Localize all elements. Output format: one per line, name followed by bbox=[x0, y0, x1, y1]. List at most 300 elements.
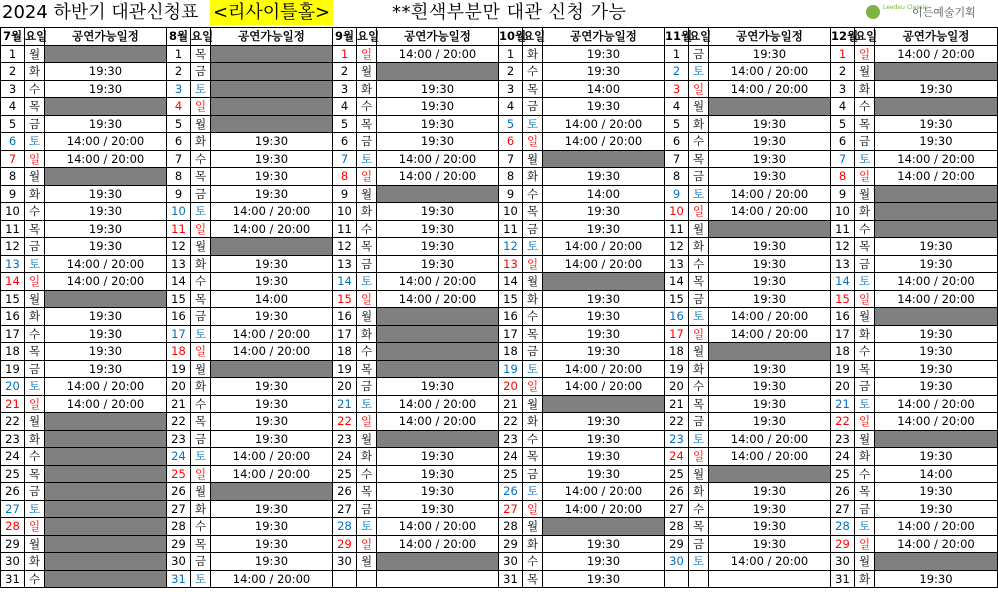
date-cell: 1 bbox=[333, 45, 357, 63]
date-cell: 17 bbox=[831, 325, 855, 343]
weekday-cell: 토 bbox=[191, 203, 211, 221]
date-cell: 27 bbox=[1, 500, 25, 518]
date-cell: 5 bbox=[1, 115, 25, 133]
date-cell: 9 bbox=[499, 185, 523, 203]
weekday-cell: 금 bbox=[523, 220, 543, 238]
date-cell: 20 bbox=[333, 378, 357, 396]
weekday-cell: 수 bbox=[191, 273, 211, 291]
schedule-cell: 14:00 / 20:00 bbox=[543, 500, 665, 518]
weekday-cell: 화 bbox=[855, 325, 875, 343]
weekday-cell: 월 bbox=[855, 553, 875, 571]
weekday-cell: 일 bbox=[855, 168, 875, 186]
schedule-cell bbox=[211, 115, 333, 133]
date-cell: 31 bbox=[1, 570, 25, 588]
schedule-cell: 14:00 / 20:00 bbox=[709, 308, 831, 326]
schedule-cell bbox=[45, 570, 167, 588]
date-cell: 22 bbox=[665, 413, 689, 431]
weekday-cell: 월 bbox=[191, 115, 211, 133]
date-cell: 16 bbox=[665, 308, 689, 326]
date-cell: 9 bbox=[333, 185, 357, 203]
weekday-cell: 월 bbox=[523, 395, 543, 413]
schedule-cell: 19:30 bbox=[875, 448, 998, 466]
weekday-cell: 목 bbox=[523, 80, 543, 98]
weekday-cell: 수 bbox=[523, 308, 543, 326]
schedule-cell bbox=[45, 518, 167, 536]
date-cell: 20 bbox=[1, 378, 25, 396]
schedule-cell bbox=[45, 168, 167, 186]
schedule-cell bbox=[709, 343, 831, 361]
date-cell: 17 bbox=[167, 325, 191, 343]
weekday-cell: 금 bbox=[357, 133, 377, 151]
weekday-cell: 목 bbox=[523, 203, 543, 221]
table-row bbox=[1, 413, 998, 431]
weekday-cell: 화 bbox=[689, 115, 709, 133]
weekday-cell: 토 bbox=[855, 273, 875, 291]
date-cell: 5 bbox=[167, 115, 191, 133]
weekday-cell: 수 bbox=[689, 378, 709, 396]
weekday-cell: 수 bbox=[25, 203, 45, 221]
date-cell: 12 bbox=[167, 238, 191, 256]
weekday-cell: 금 bbox=[855, 133, 875, 151]
schedule-cell bbox=[211, 483, 333, 501]
table-row bbox=[1, 325, 998, 343]
schedule-cell: 14:00 / 20:00 bbox=[45, 150, 167, 168]
schedule-cell: 19:30 bbox=[709, 360, 831, 378]
weekday-cell: 금 bbox=[689, 168, 709, 186]
schedule-cell: 14:00 / 20:00 bbox=[211, 448, 333, 466]
weekday-cell: 일 bbox=[523, 133, 543, 151]
schedule-cell: 19:30 bbox=[543, 430, 665, 448]
date-cell: 4 bbox=[499, 98, 523, 116]
schedule-cell: 19:30 bbox=[377, 483, 499, 501]
weekday-cell: 금 bbox=[523, 98, 543, 116]
month-label: 11월 bbox=[665, 29, 693, 44]
schedule-cell bbox=[45, 535, 167, 553]
table-row bbox=[1, 115, 998, 133]
schedule-cell: 14:00 / 20:00 bbox=[211, 203, 333, 221]
weekday-cell: 수 bbox=[689, 133, 709, 151]
date-cell: 7 bbox=[665, 150, 689, 168]
date-cell: 25 bbox=[333, 465, 357, 483]
date-cell: 31 bbox=[167, 570, 191, 588]
weekday-cell: 토 bbox=[191, 80, 211, 98]
date-cell: 1 bbox=[499, 45, 523, 63]
schedule-cell: 14:00 / 20:00 bbox=[45, 273, 167, 291]
weekday-cell: 목 bbox=[855, 483, 875, 501]
weekday-cell: 월 bbox=[191, 238, 211, 256]
date-cell: 3 bbox=[333, 80, 357, 98]
date-cell: 22 bbox=[167, 413, 191, 431]
schedule-cell: 19:30 bbox=[45, 115, 167, 133]
date-cell: 16 bbox=[831, 308, 855, 326]
date-cell: 23 bbox=[499, 430, 523, 448]
schedule-cell: 14:00 / 20:00 bbox=[377, 168, 499, 186]
schedule-cell bbox=[211, 360, 333, 378]
date-cell: 29 bbox=[167, 535, 191, 553]
date-cell: 9 bbox=[1, 185, 25, 203]
schedule-cell: 19:30 bbox=[377, 80, 499, 98]
schedule-cell: 14:00 / 20:00 bbox=[543, 378, 665, 396]
date-cell: 18 bbox=[1, 343, 25, 361]
weekday-cell: 화 bbox=[191, 133, 211, 151]
date-cell: 7 bbox=[1, 150, 25, 168]
weekday-header: 요일 bbox=[357, 29, 380, 44]
schedule-cell: 19:30 bbox=[45, 220, 167, 238]
schedule-cell bbox=[875, 63, 998, 81]
weekday-cell: 화 bbox=[191, 500, 211, 518]
date-cell: 9 bbox=[831, 185, 855, 203]
date-cell: 2 bbox=[665, 63, 689, 81]
schedule-cell: 14:00 / 20:00 bbox=[211, 570, 333, 588]
date-cell: 19 bbox=[167, 360, 191, 378]
schedule-cell: 19:30 bbox=[377, 378, 499, 396]
schedule-cell: 19:30 bbox=[377, 98, 499, 116]
date-cell: 13 bbox=[1, 255, 25, 273]
month-label: 9월 bbox=[333, 28, 357, 46]
date-cell: 13 bbox=[333, 255, 357, 273]
schedule-cell bbox=[211, 80, 333, 98]
date-cell: 10 bbox=[167, 203, 191, 221]
date-cell: 29 bbox=[1, 535, 25, 553]
schedule-cell bbox=[45, 500, 167, 518]
date-cell: 14 bbox=[665, 273, 689, 291]
schedule-cell: 19:30 bbox=[45, 238, 167, 256]
date-cell: 14 bbox=[831, 273, 855, 291]
schedule-cell: 19:30 bbox=[45, 343, 167, 361]
schedule-cell: 19:30 bbox=[45, 63, 167, 81]
weekday-cell: 목 bbox=[689, 150, 709, 168]
schedule-cell: 14:00 / 20:00 bbox=[709, 430, 831, 448]
month-label: 12월 bbox=[831, 29, 859, 44]
weekday-cell: 금 bbox=[855, 378, 875, 396]
date-cell: 21 bbox=[499, 395, 523, 413]
schedule-cell bbox=[377, 360, 499, 378]
table-row bbox=[1, 448, 998, 466]
month-label: 10월 bbox=[499, 29, 527, 44]
weekday-cell: 토 bbox=[689, 308, 709, 326]
date-cell: 17 bbox=[333, 325, 357, 343]
weekday-cell: 토 bbox=[855, 518, 875, 536]
weekday-cell: 금 bbox=[689, 413, 709, 431]
date-cell bbox=[333, 570, 357, 588]
schedule-cell: 19:30 bbox=[543, 290, 665, 308]
weekday-cell: 목 bbox=[855, 360, 875, 378]
weekday-cell: 월 bbox=[689, 343, 709, 361]
date-cell: 26 bbox=[333, 483, 357, 501]
schedule-cell: 14:00 / 20:00 bbox=[211, 325, 333, 343]
header-row bbox=[1, 28, 998, 46]
schedule-cell: 19:30 bbox=[377, 465, 499, 483]
table-row bbox=[1, 133, 998, 151]
weekday-cell: 월 bbox=[523, 518, 543, 536]
schedule-cell: 14:00 / 20:00 bbox=[211, 343, 333, 361]
schedule-cell: 14:00 / 20:00 bbox=[377, 413, 499, 431]
schedule-cell: 14:00 bbox=[543, 80, 665, 98]
date-cell: 16 bbox=[167, 308, 191, 326]
schedule-cell: 19:30 bbox=[875, 255, 998, 273]
weekday-cell: 금 bbox=[191, 308, 211, 326]
weekday-cell: 일 bbox=[855, 45, 875, 63]
schedule-cell: 19:30 bbox=[211, 553, 333, 571]
schedule-cell bbox=[377, 63, 499, 81]
date-cell: 13 bbox=[499, 255, 523, 273]
weekday-cell: 화 bbox=[191, 255, 211, 273]
date-cell: 8 bbox=[499, 168, 523, 186]
date-cell: 13 bbox=[831, 255, 855, 273]
schedule-cell bbox=[211, 63, 333, 81]
schedule-cell: 14:00 / 20:00 bbox=[211, 465, 333, 483]
schedule-cell bbox=[875, 553, 998, 571]
weekday-cell: 월 bbox=[25, 168, 45, 186]
table-row bbox=[1, 378, 998, 396]
table-row bbox=[1, 98, 998, 116]
weekday-cell: 화 bbox=[855, 203, 875, 221]
schedule-cell bbox=[45, 448, 167, 466]
schedule-cell: 19:30 bbox=[875, 133, 998, 151]
date-cell: 17 bbox=[499, 325, 523, 343]
date-cell: 6 bbox=[167, 133, 191, 151]
date-cell: 24 bbox=[333, 448, 357, 466]
weekday-cell: 토 bbox=[357, 518, 377, 536]
weekday-cell: 토 bbox=[25, 133, 45, 151]
date-cell: 19 bbox=[665, 360, 689, 378]
schedule-grid bbox=[0, 27, 998, 588]
table-row bbox=[1, 570, 998, 588]
schedule-cell: 19:30 bbox=[709, 518, 831, 536]
weekday-cell bbox=[357, 570, 377, 588]
weekday-cell: 일 bbox=[689, 203, 709, 221]
date-cell: 4 bbox=[665, 98, 689, 116]
schedule-cell: 14:00 / 20:00 bbox=[377, 150, 499, 168]
date-cell: 22 bbox=[831, 413, 855, 431]
schedule-cell bbox=[377, 343, 499, 361]
schedule-cell bbox=[543, 518, 665, 536]
weekday-cell: 월 bbox=[25, 535, 45, 553]
schedule-cell: 19:30 bbox=[45, 203, 167, 221]
date-cell: 4 bbox=[333, 98, 357, 116]
schedule-cell: 14:00 / 20:00 bbox=[377, 273, 499, 291]
date-cell: 20 bbox=[167, 378, 191, 396]
weekday-cell: 수 bbox=[25, 570, 45, 588]
weekday-cell: 일 bbox=[25, 273, 45, 291]
schedule-cell bbox=[45, 553, 167, 571]
weekday-cell: 월 bbox=[855, 308, 875, 326]
schedule-cell: 14:00 / 20:00 bbox=[543, 360, 665, 378]
weekday-cell: 목 bbox=[855, 238, 875, 256]
weekday-cell: 금 bbox=[689, 535, 709, 553]
schedule-cell bbox=[875, 430, 998, 448]
date-cell: 10 bbox=[1, 203, 25, 221]
schedule-cell: 14:00 / 20:00 bbox=[875, 45, 998, 63]
schedule-cell: 19:30 bbox=[709, 45, 831, 63]
weekday-cell: 화 bbox=[855, 448, 875, 466]
logo-name: 이든예술기획 bbox=[912, 6, 976, 19]
schedule-cell: 14:00 / 20:00 bbox=[709, 80, 831, 98]
weekday-cell: 금 bbox=[357, 378, 377, 396]
date-cell: 21 bbox=[333, 395, 357, 413]
weekday-cell: 목 bbox=[25, 465, 45, 483]
table-row bbox=[1, 465, 998, 483]
schedule-cell: 19:30 bbox=[377, 220, 499, 238]
table-row bbox=[1, 500, 998, 518]
date-cell: 2 bbox=[167, 63, 191, 81]
table-row bbox=[1, 255, 998, 273]
date-cell: 11 bbox=[499, 220, 523, 238]
date-cell: 14 bbox=[1, 273, 25, 291]
date-cell: 29 bbox=[499, 535, 523, 553]
date-cell: 10 bbox=[665, 203, 689, 221]
schedule-cell: 19:30 bbox=[543, 413, 665, 431]
weekday-cell: 금 bbox=[689, 290, 709, 308]
weekday-cell: 수 bbox=[523, 185, 543, 203]
weekday-cell: 목 bbox=[191, 413, 211, 431]
schedule-cell bbox=[543, 395, 665, 413]
weekday-cell: 수 bbox=[855, 98, 875, 116]
date-cell: 30 bbox=[333, 553, 357, 571]
weekday-cell: 수 bbox=[855, 465, 875, 483]
date-cell: 3 bbox=[167, 80, 191, 98]
schedule-cell: 19:30 bbox=[875, 500, 998, 518]
schedule-cell: 19:30 bbox=[875, 360, 998, 378]
weekday-cell: 월 bbox=[523, 273, 543, 291]
weekday-cell: 일 bbox=[689, 448, 709, 466]
schedule-cell: 19:30 bbox=[875, 325, 998, 343]
table-row bbox=[1, 360, 998, 378]
weekday-cell: 월 bbox=[191, 483, 211, 501]
schedule-cell: 14:00 / 20:00 bbox=[709, 325, 831, 343]
weekday-cell: 일 bbox=[25, 150, 45, 168]
weekday-cell: 수 bbox=[357, 465, 377, 483]
schedule-cell bbox=[211, 45, 333, 63]
schedule-cell bbox=[709, 220, 831, 238]
weekday-cell: 금 bbox=[191, 553, 211, 571]
date-cell: 30 bbox=[1, 553, 25, 571]
date-cell: 8 bbox=[1, 168, 25, 186]
schedule-cell: 19:30 bbox=[875, 80, 998, 98]
weekday-cell: 목 bbox=[191, 168, 211, 186]
weekday-cell: 목 bbox=[523, 325, 543, 343]
date-cell: 29 bbox=[665, 535, 689, 553]
weekday-cell: 일 bbox=[689, 80, 709, 98]
date-cell: 23 bbox=[831, 430, 855, 448]
schedule-cell: 14:00 / 20:00 bbox=[875, 395, 998, 413]
date-cell: 4 bbox=[167, 98, 191, 116]
schedule-cell bbox=[377, 570, 499, 588]
weekday-cell: 화 bbox=[689, 483, 709, 501]
date-cell: 4 bbox=[1, 98, 25, 116]
date-cell: 18 bbox=[499, 343, 523, 361]
date-cell: 12 bbox=[831, 238, 855, 256]
schedule-header: 공연가능일정 bbox=[377, 28, 499, 46]
schedule-cell: 19:30 bbox=[211, 535, 333, 553]
weekday-cell: 월 bbox=[523, 150, 543, 168]
weekday-cell: 수 bbox=[855, 343, 875, 361]
schedule-cell: 19:30 bbox=[709, 483, 831, 501]
weekday-header: 요일 bbox=[25, 29, 48, 44]
schedule-cell: 19:30 bbox=[211, 518, 333, 536]
schedule-cell: 19:30 bbox=[45, 325, 167, 343]
date-cell: 7 bbox=[499, 150, 523, 168]
schedule-cell: 19:30 bbox=[543, 448, 665, 466]
weekday-cell: 화 bbox=[523, 290, 543, 308]
date-cell: 25 bbox=[1, 465, 25, 483]
table-row bbox=[1, 343, 998, 361]
schedule-cell: 19:30 bbox=[45, 360, 167, 378]
date-cell: 24 bbox=[1, 448, 25, 466]
weekday-cell: 화 bbox=[25, 553, 45, 571]
hall-name-highlight: <리사이틀홀> bbox=[210, 0, 333, 25]
weekday-cell: 화 bbox=[357, 80, 377, 98]
schedule-cell: 14:00 bbox=[875, 465, 998, 483]
schedule-cell: 19:30 bbox=[211, 413, 333, 431]
weekday-cell: 일 bbox=[191, 343, 211, 361]
weekday-cell: 화 bbox=[523, 413, 543, 431]
weekday-cell: 월 bbox=[855, 185, 875, 203]
weekday-cell: 목 bbox=[357, 115, 377, 133]
schedule-cell: 19:30 bbox=[709, 238, 831, 256]
table-row bbox=[1, 290, 998, 308]
weekday-cell: 토 bbox=[689, 553, 709, 571]
month-label: 7월 bbox=[1, 28, 25, 46]
weekday-cell: 수 bbox=[523, 553, 543, 571]
date-cell: 21 bbox=[831, 395, 855, 413]
weekday-header: 요일 bbox=[523, 29, 546, 44]
schedule-cell: 14:00 / 20:00 bbox=[45, 395, 167, 413]
schedule-cell: 19:30 bbox=[709, 378, 831, 396]
date-cell: 9 bbox=[665, 185, 689, 203]
date-cell: 7 bbox=[831, 150, 855, 168]
date-cell: 16 bbox=[499, 308, 523, 326]
date-cell: 10 bbox=[333, 203, 357, 221]
date-cell: 23 bbox=[167, 430, 191, 448]
date-cell: 21 bbox=[1, 395, 25, 413]
weekday-cell: 금 bbox=[523, 343, 543, 361]
weekday-cell: 토 bbox=[191, 448, 211, 466]
date-cell: 19 bbox=[831, 360, 855, 378]
date-cell: 15 bbox=[333, 290, 357, 308]
date-cell: 8 bbox=[831, 168, 855, 186]
weekday-cell: 월 bbox=[855, 430, 875, 448]
weekday-cell: 화 bbox=[689, 360, 709, 378]
weekday-cell: 월 bbox=[855, 63, 875, 81]
schedule-cell: 14:00 / 20:00 bbox=[709, 448, 831, 466]
date-cell bbox=[665, 570, 689, 588]
date-cell: 28 bbox=[499, 518, 523, 536]
schedule-cell bbox=[45, 45, 167, 63]
schedule-header: 공연가능일정 bbox=[543, 28, 665, 46]
table-row bbox=[1, 168, 998, 186]
schedule-cell: 19:30 bbox=[543, 45, 665, 63]
table-row bbox=[1, 535, 998, 553]
schedule-cell: 19:30 bbox=[377, 115, 499, 133]
weekday-cell: 월 bbox=[25, 413, 45, 431]
date-cell: 16 bbox=[1, 308, 25, 326]
date-cell: 18 bbox=[333, 343, 357, 361]
schedule-cell: 14:00 / 20:00 bbox=[45, 378, 167, 396]
weekday-cell: 토 bbox=[357, 273, 377, 291]
weekday-cell: 토 bbox=[523, 115, 543, 133]
date-cell: 22 bbox=[333, 413, 357, 431]
date-cell: 14 bbox=[499, 273, 523, 291]
weekday-cell: 일 bbox=[523, 500, 543, 518]
date-cell: 27 bbox=[831, 500, 855, 518]
weekday-cell: 화 bbox=[25, 63, 45, 81]
schedule-cell: 14:00 / 20:00 bbox=[875, 518, 998, 536]
date-cell: 27 bbox=[665, 500, 689, 518]
schedule-cell: 19:30 bbox=[45, 308, 167, 326]
weekday-cell: 화 bbox=[25, 308, 45, 326]
weekday-cell: 금 bbox=[357, 500, 377, 518]
